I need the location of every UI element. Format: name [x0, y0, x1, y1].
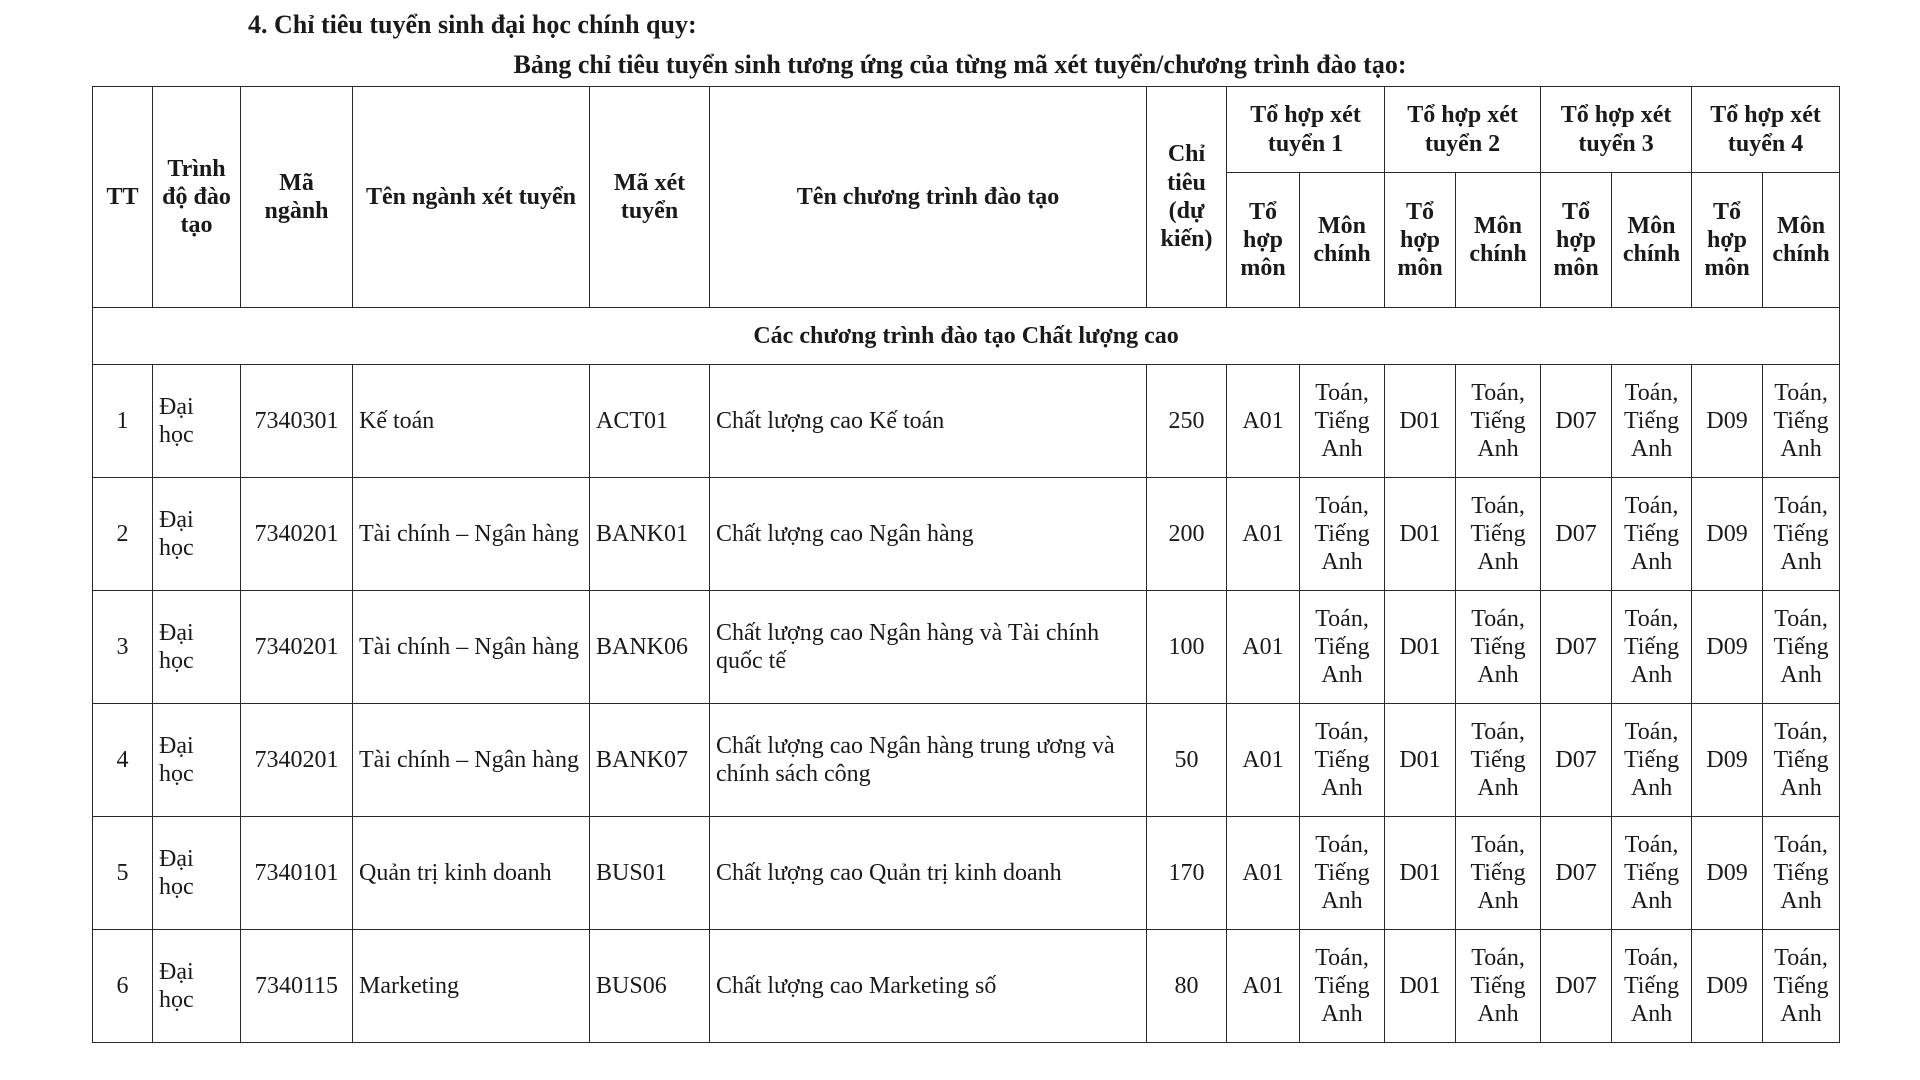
- cell-quota: 100: [1147, 591, 1227, 704]
- cell-combo-3: D07: [1541, 704, 1612, 817]
- cell-admission-code: ACT01: [590, 365, 710, 478]
- cell-program-name: Chất lượng cao Marketing số: [710, 930, 1147, 1043]
- cell-combo-4: D09: [1692, 930, 1763, 1043]
- cell-program-name: Chất lượng cao Quản trị kinh doanh: [710, 817, 1147, 930]
- cell-major-name: Tài chính – Ngân hàng: [353, 591, 590, 704]
- cell-main-3: Toán, Tiếng Anh: [1612, 930, 1692, 1043]
- cell-combo-3: D07: [1541, 817, 1612, 930]
- header-quota: Chỉ tiêu (dự kiến): [1147, 87, 1227, 308]
- cell-combo-3: D07: [1541, 478, 1612, 591]
- cell-main-4: Toán, Tiếng Anh: [1763, 365, 1840, 478]
- header-major-code: Mã ngành: [241, 87, 353, 308]
- header-level: Trình độ đào tạo: [153, 87, 241, 308]
- table-row: [93, 478, 1840, 591]
- table-header: [93, 87, 1840, 308]
- header-combo-3: Tổ hợp xét tuyển 3: [1541, 87, 1692, 173]
- cell-main-4: Toán, Tiếng Anh: [1763, 704, 1840, 817]
- header-main-subject: Môn chính: [1763, 173, 1840, 308]
- header-main-subject: Môn chính: [1612, 173, 1692, 308]
- cell-major-code: 7340201: [241, 478, 353, 591]
- section-title: Các chương trình đào tạo Chất lượng cao: [93, 308, 1840, 365]
- cell-main-4: Toán, Tiếng Anh: [1763, 817, 1840, 930]
- header-main-subject: Môn chính: [1456, 173, 1541, 308]
- cell-combo-2: D01: [1385, 478, 1456, 591]
- cell-major-name: Tài chính – Ngân hàng: [353, 478, 590, 591]
- header-combo-subjects: Tổ hợp môn: [1541, 173, 1612, 308]
- cell-main-2: Toán, Tiếng Anh: [1456, 478, 1541, 591]
- cell-major-name: Quản trị kinh doanh: [353, 817, 590, 930]
- cell-level: Đại học: [153, 478, 241, 591]
- header-combo-subjects: Tổ hợp môn: [1692, 173, 1763, 308]
- cell-combo-1: A01: [1227, 365, 1300, 478]
- cell-main-2: Toán, Tiếng Anh: [1456, 365, 1541, 478]
- cell-quota: 80: [1147, 930, 1227, 1043]
- cell-combo-4: D09: [1692, 591, 1763, 704]
- header-combo-1: Tổ hợp xét tuyển 1: [1227, 87, 1385, 173]
- cell-combo-4: D09: [1692, 704, 1763, 817]
- cell-main-1: Toán, Tiếng Anh: [1300, 478, 1385, 591]
- cell-tt: 1: [93, 365, 153, 478]
- cell-level: Đại học: [153, 930, 241, 1043]
- cell-combo-2: D01: [1385, 704, 1456, 817]
- cell-quota: 200: [1147, 478, 1227, 591]
- cell-tt: 3: [93, 591, 153, 704]
- cell-admission-code: BANK06: [590, 591, 710, 704]
- cell-combo-4: D09: [1692, 365, 1763, 478]
- table-row: [93, 817, 1840, 930]
- cell-level: Đại học: [153, 365, 241, 478]
- header-combo-4: Tổ hợp xét tuyển 4: [1692, 87, 1840, 173]
- cell-combo-2: D01: [1385, 817, 1456, 930]
- table-row: [93, 591, 1840, 704]
- cell-tt: 5: [93, 817, 153, 930]
- cell-main-3: Toán, Tiếng Anh: [1612, 365, 1692, 478]
- cell-main-2: Toán, Tiếng Anh: [1456, 930, 1541, 1043]
- cell-program-name: Chất lượng cao Kế toán: [710, 365, 1147, 478]
- cell-main-3: Toán, Tiếng Anh: [1612, 591, 1692, 704]
- cell-main-4: Toán, Tiếng Anh: [1763, 478, 1840, 591]
- cell-tt: 2: [93, 478, 153, 591]
- cell-major-code: 7340201: [241, 591, 353, 704]
- table-row: [93, 704, 1840, 817]
- cell-combo-1: A01: [1227, 591, 1300, 704]
- cell-main-4: Toán, Tiếng Anh: [1763, 930, 1840, 1043]
- cell-tt: 4: [93, 704, 153, 817]
- cell-major-code: 7340201: [241, 704, 353, 817]
- cell-combo-2: D01: [1385, 930, 1456, 1043]
- cell-main-1: Toán, Tiếng Anh: [1300, 365, 1385, 478]
- cell-major-code: 7340301: [241, 365, 353, 478]
- header-combo-subjects: Tổ hợp môn: [1385, 173, 1456, 308]
- cell-combo-2: D01: [1385, 591, 1456, 704]
- cell-combo-1: A01: [1227, 704, 1300, 817]
- cell-major-name: Kế toán: [353, 365, 590, 478]
- cell-main-1: Toán, Tiếng Anh: [1300, 817, 1385, 930]
- cell-combo-4: D09: [1692, 817, 1763, 930]
- cell-admission-code: BUS06: [590, 930, 710, 1043]
- cell-level: Đại học: [153, 704, 241, 817]
- cell-program-name: Chất lượng cao Ngân hàng trung ương và chính sách công: [710, 704, 1147, 817]
- cell-level: Đại học: [153, 591, 241, 704]
- cell-tt: 6: [93, 930, 153, 1043]
- cell-major-code: 7340101: [241, 817, 353, 930]
- table-body: [93, 308, 1840, 1043]
- cell-combo-3: D07: [1541, 591, 1612, 704]
- section-heading: 4. Chỉ tiêu tuyển sinh đại học chính quy:: [248, 10, 697, 39]
- cell-main-3: Toán, Tiếng Anh: [1612, 704, 1692, 817]
- cell-main-2: Toán, Tiếng Anh: [1456, 704, 1541, 817]
- cell-combo-3: D07: [1541, 365, 1612, 478]
- header-combo-2: Tổ hợp xét tuyển 2: [1385, 87, 1541, 173]
- cell-admission-code: BUS01: [590, 817, 710, 930]
- header-combo-subjects: Tổ hợp môn: [1227, 173, 1300, 308]
- admission-quota-table: [92, 86, 1840, 1043]
- cell-main-2: Toán, Tiếng Anh: [1456, 591, 1541, 704]
- table-caption: Bảng chỉ tiêu tuyển sinh tương ứng của từng mã xét tuyển/chương trình đào tạo:: [513, 50, 1407, 79]
- cell-main-3: Toán, Tiếng Anh: [1612, 817, 1692, 930]
- cell-main-1: Toán, Tiếng Anh: [1300, 704, 1385, 817]
- cell-level: Đại học: [153, 817, 241, 930]
- cell-combo-3: D07: [1541, 930, 1612, 1043]
- cell-combo-4: D09: [1692, 478, 1763, 591]
- table-row: [93, 365, 1840, 478]
- cell-admission-code: BANK01: [590, 478, 710, 591]
- cell-main-4: Toán, Tiếng Anh: [1763, 591, 1840, 704]
- header-tt: TT: [93, 87, 153, 308]
- cell-quota: 170: [1147, 817, 1227, 930]
- header-main-subject: Môn chính: [1300, 173, 1385, 308]
- cell-main-1: Toán, Tiếng Anh: [1300, 591, 1385, 704]
- cell-major-name: Tài chính – Ngân hàng: [353, 704, 590, 817]
- cell-combo-1: A01: [1227, 930, 1300, 1043]
- header-major-name: Tên ngành xét tuyển: [353, 87, 590, 308]
- cell-major-name: Marketing: [353, 930, 590, 1043]
- cell-major-code: 7340115: [241, 930, 353, 1043]
- cell-quota: 50: [1147, 704, 1227, 817]
- cell-main-1: Toán, Tiếng Anh: [1300, 930, 1385, 1043]
- cell-main-2: Toán, Tiếng Anh: [1456, 817, 1541, 930]
- header-admission-code: Mã xét tuyển: [590, 87, 710, 308]
- cell-combo-1: A01: [1227, 817, 1300, 930]
- cell-combo-2: D01: [1385, 365, 1456, 478]
- cell-program-name: Chất lượng cao Ngân hàng và Tài chính quốc tế: [710, 591, 1147, 704]
- cell-program-name: Chất lượng cao Ngân hàng: [710, 478, 1147, 591]
- cell-main-3: Toán, Tiếng Anh: [1612, 478, 1692, 591]
- header-program-name: Tên chương trình đào tạo: [710, 87, 1147, 308]
- cell-admission-code: BANK07: [590, 704, 710, 817]
- cell-combo-1: A01: [1227, 478, 1300, 591]
- section-row: [93, 308, 1840, 365]
- cell-quota: 250: [1147, 365, 1227, 478]
- table-row: [93, 930, 1840, 1043]
